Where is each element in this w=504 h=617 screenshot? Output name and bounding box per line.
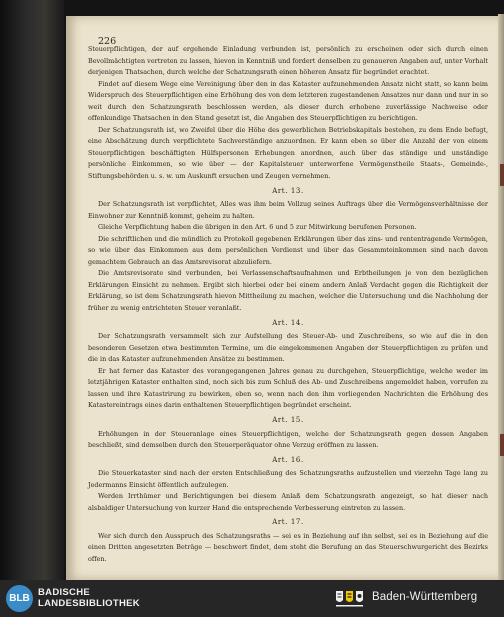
article-heading: Art. 13. [272, 186, 304, 195]
paragraph: Er hat ferner das Kataster des vorangegangenen Jahres genau zu durchgehen, Steuerpflichtige, welche weder im letztjährigen Kataster enthalten sind, noch sich bis zum Schluß des Ab- und Zuschreibens angemeldet haben, vorrufen zu lassen und ihre Katastrirung zu bewirken, eben so, wenn nach den ihm vorliegenden Nachrichten die Erhöhung des Katastereintrags eines darin enthaltenen Steuerpflichtigen begründet erscheint. [88, 366, 488, 410]
footer-bar [0, 580, 504, 617]
paragraph: Die Steuerkataster sind nach der ersten Entschließung des Schatzungsraths aufzustellen und vierzehn Tage lang zu Jedermanns Einsicht öffentlich aufzulegen. [88, 469, 488, 489]
paragraph: Gleiche Verpflichtung haben die übrigen in den Art. 6 und 5 zur Mitwirkung berufenen Personen. [98, 223, 417, 232]
paragraph: Der Schatzungsrath ist verpflichtet, Alles was ihm beim Vollzug seines Auftrags über die Vermögensverhältnisse der Einwohner zur Kenntniß kommt, geheim zu halten. [88, 200, 488, 220]
paragraph: Die Amtsrevisorate sind verbunden, bei Verlassenschaftsaufnahmen und Erbtheilungen je von den bezüglichen Erklärungen Einsicht zu nehmen. Ergibt sich hierbei oder bei einem andern Anlaß Verdacht gegen die Richtigkeit der Erklärung, so ist dem Schatzungsrath hievon Mittheilung zu machen, welcher die Untersuchung und die Nachholung der früher zu wenig entrichteten Steuer veranlaßt. [88, 269, 488, 313]
paragraph: Werden Irrthümer und Berichtigungen bei diesem Anlaß dem Schatzungsrath angezeigt, so hat dieser nach alsbaldiger Untersuchung von kurzer Hand die entsprechende Verbesserung eintreten zu lassen. [88, 492, 488, 512]
page-edge [498, 14, 504, 580]
page-edge-mark [500, 434, 504, 456]
state-name[interactable]: Baden-Württemberg [372, 591, 478, 603]
paragraph: Erhöhungen in der Steueranlage eines Steuerpflichtigen, welche der Schatzungsrath gegen dessen Angaben beschließt, sind demselben durch den Steuerperäquator ohne Verzug eröffnen zu lassen. [88, 429, 488, 450]
library-name-line1: BADISCHE [38, 587, 91, 598]
paragraph: Der Schatzungsrath ist, wo Zweifel über die Höhe des gewerblichen Betriebskapitals bestehen, zu dem Ende befugt, eine Abschätzung durch verpflichtete Sachverständige anzuordnen. Er kann eben so über die Anzahl der von einem Steuerpflichtigen beschäftigten Hülfspersonen Erhebungen anordnen, auch über das ständige und unständige persönliche Einkommen, so wie über — der Kapitalsteuer unterworfene Vermögenstheile Staats-, Gemeinde-, Stiftungsbehörden u. s. w. um Auskunft ersuchen und Zeugen vernehmen. [88, 125, 488, 181]
paragraph: Findet auf diesem Wege eine Vereinigung über den in das Kataster aufzunehmenden Ansatz nicht statt, so kann beim Widerspruch des Steuerpflichtigen eine Erhöhung des von dem letzteren zugestandenen Ansatzes nur dann und nur in so weit durch den Schatzungsrath beschlossen werden, als dieser durch erhobene zuverlässige Nachweise oder offenkundige Thatsachen in den Stand gesetzt ist, die Angaben des Steuerpflichtigen zu berichtigen. [88, 79, 488, 123]
page-number: 226 [98, 36, 117, 47]
paragraph: Steuerpflichtigen, der auf ergehende Einladung verbunden ist, persönlich zu erscheinen oder sich durch einen Bevollmächtigten vertreten zu lassen, hievon in Kenntniß und fordert denselben zu genaueren Angaben auf, unter Vorhalt derjenigen Thatsachen, durch welche der Schatzungsrath einen höheren Ansatz für begründet erachtet. [88, 45, 488, 77]
article-heading: Art. 16. [272, 455, 304, 464]
article-heading: Art. 15. [272, 415, 304, 424]
paragraph: Der Schatzungsrath versammelt sich zur Aufstellung des Steuer-Ab- und Zuschreibens, so wie auf die in den besonderen Gesetzen etwa bestimmten Termine, um die eingekommenen Angaben der Steuerpflichtigen zu prüfen und die in das Kataster aufzunehmenden Ansätze zu bestimmen. [88, 332, 488, 364]
article-heading: Art. 14. [272, 318, 304, 327]
bw-coat-of-arms-icon [333, 588, 365, 610]
page-edge-mark [500, 164, 504, 186]
paragraph: Wer sich durch den Ausspruch des Schatzungsraths — sei es in Beziehung auf ihn selbst, sei es in Beziehung auf die einen Dritten angesetzten Beträge — beschwert findet, dem steht die Berufung an das Steuerschwurgericht des Bezirks offen. [88, 531, 488, 563]
library-name-line2: LANDESBIBLIOTHEK [38, 598, 140, 609]
article-heading: Art. 17. [272, 518, 304, 527]
library-name[interactable] [38, 587, 140, 609]
blb-logo-icon[interactable]: BLB [6, 585, 33, 612]
page-text [88, 44, 488, 566]
book-binding [0, 0, 64, 580]
paragraph: Die schriftlichen und die mündlich zu Protokoll gegebenen Erklärungen über das zins- und rententragende Vermögen, so wie über das Einkommen aus dem persönlichen Verdienst und über das Gesammteinkommen sind nach davon gemachtem Gebrauch an das Amtsrevisorat abzuliefern. [88, 234, 488, 266]
